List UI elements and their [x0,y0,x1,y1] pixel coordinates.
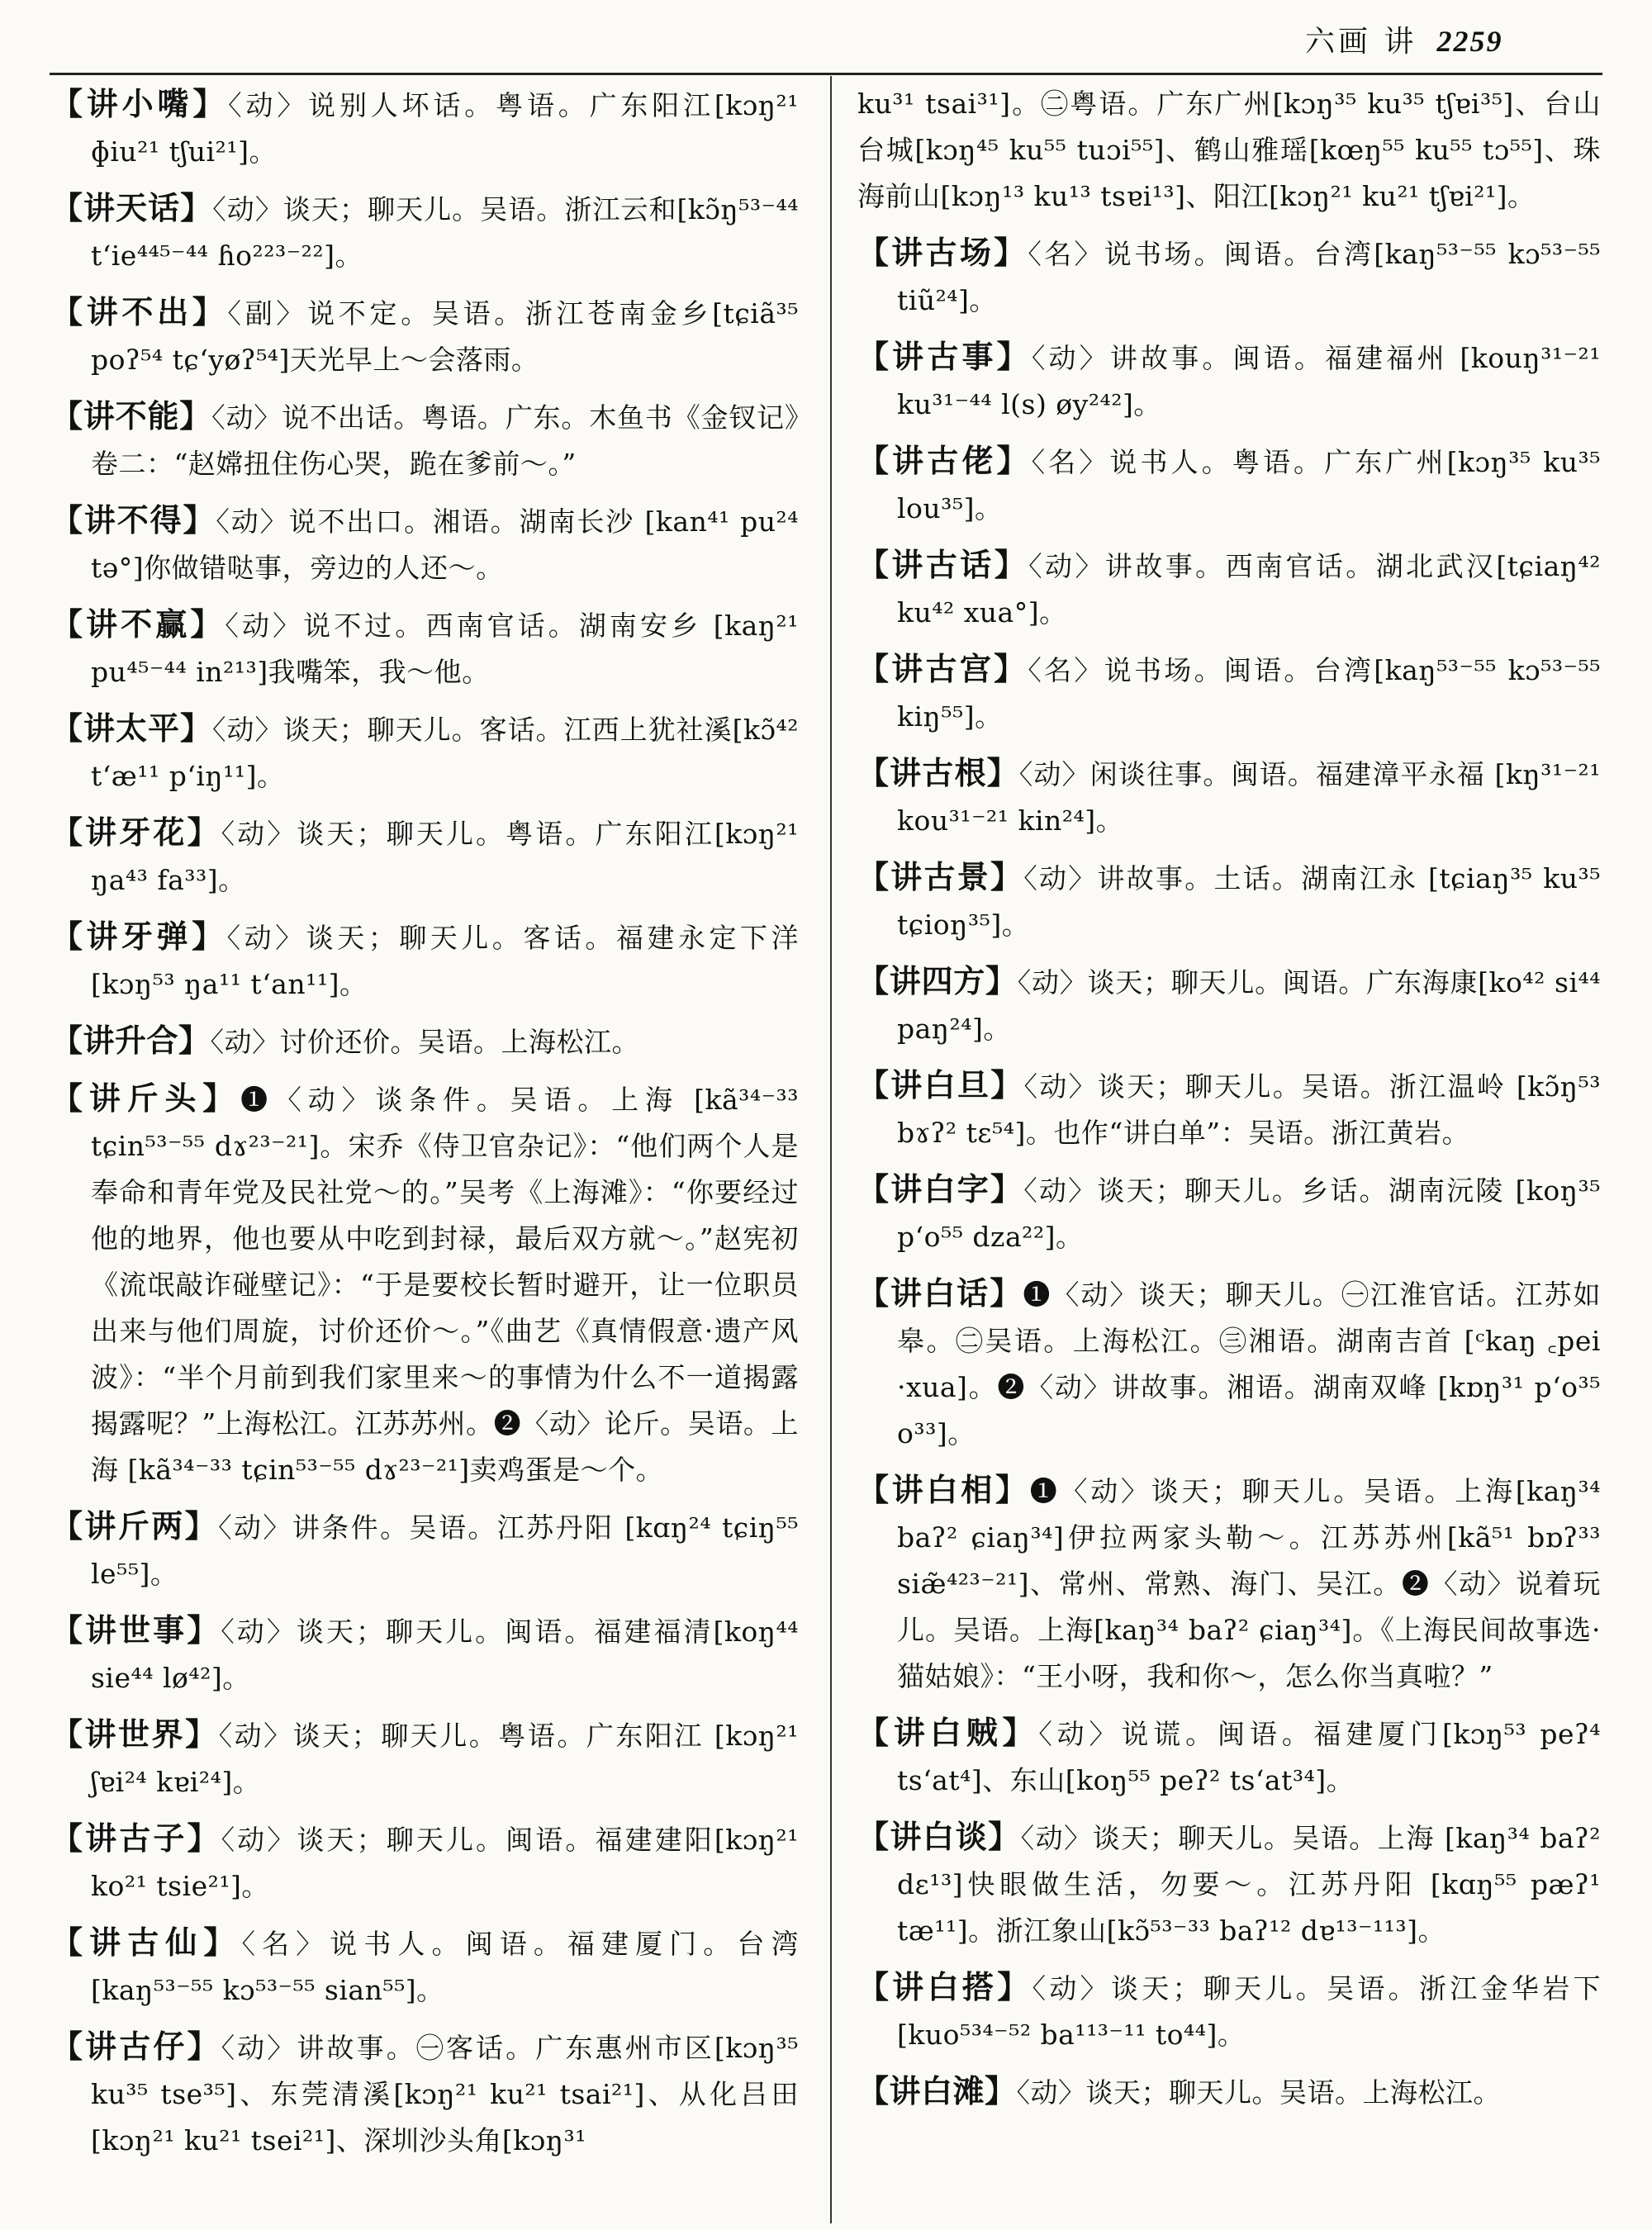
dictionary-entry [51,1815,799,1910]
entry-definition: 〈名〉说书场。闽语。台湾[kaŋ⁵³⁻⁵⁵ kɔ⁵³⁻⁵⁵ kiŋ⁵⁵]。 [897,654,1601,733]
section-label: 六画 讲 [1305,25,1417,59]
entry-headword: 【讲古话】 [857,546,1029,583]
entry-definition: 〈动〉说不过。西南官话。湖南安乡 [kaŋ²¹ pu⁴⁵⁻⁴⁴ in²¹³]我嘴笨，我～他。 [91,610,799,688]
dictionary-entry [857,2068,1601,2116]
entry-headword: 【讲古子】 [51,1820,221,1857]
dictionary-entry [51,81,799,175]
entry-headword: 【讲古景】 [857,858,1024,895]
entry-headword: 【讲古事】 [857,338,1032,375]
entry-definition: 〈动〉谈天；聊天儿。粤语。广东阳江 [kɔŋ²¹ ʃɐi²⁴ kɐi²⁴]。 [91,1720,799,1798]
entry-headword: 【讲四方】 [857,962,1018,999]
dictionary-entry [857,854,1601,948]
entry-definition: ku³¹ tsai³¹]。㊁粤语。广东广州[kɔŋ³⁵ ku³⁵ tʃɐi³⁵]、台山台城[kɔŋ⁴⁵ ku⁵⁵ tuɔi⁵⁵]、鹤山雅瑶[kœŋ⁵⁵ ku⁵⁵ tɔ⁵⁵]、珠海前山[kɔŋ¹³ ku¹³ tsɐi¹³]、阳江[kɔŋ²¹ ku²¹ tʃɐi²¹]。 [857,88,1601,212]
page-number: 2259 [1436,25,1503,58]
dictionary-entry [857,646,1601,740]
entry-definition: 〈动〉讨价还价。吴语。上海松江。 [210,1026,640,1058]
entry-definition: 〈动〉说不出口。湘语。湖南长沙 [kan⁴¹ pu²⁴ tə°]你做错哒事，旁边的人还～。 [91,505,799,584]
entry-headword: 【讲白相】 [857,1471,1030,1508]
entry-definition: 〈动〉谈天；聊天儿。吴语。浙江温岭 [kɔ̃ŋ⁵³ bɤʔ² tɛ⁵⁴]。也作“讲白单”：吴语。浙江黄岩。 [897,1070,1601,1149]
entry-definition: 〈动〉说谎。闽语。福建厦门[kɔŋ⁵³ peʔ⁴ ts‘at⁴]、东山[koŋ⁵⁵ peʔ² ts‘at³⁴]。 [897,1718,1601,1796]
entry-definition: 〈动〉谈天；聊天儿。吴语。浙江云和[kɔ̃ŋ⁵³⁻⁴⁴ t‘ie⁴⁴⁵⁻⁴⁴ ɦo²²³⁻²²]。 [91,193,799,272]
dictionary-entry [857,1166,1601,1260]
entry-headword: 【讲太平】 [51,709,213,747]
entry-definition: 〈动〉谈天；聊天儿。闽语。广东海康[ko⁴² si⁴⁴ paŋ²⁴]。 [897,966,1601,1045]
dictionary-entry [51,1711,799,1805]
dictionary-entry [857,230,1601,324]
entry-definition: 〈名〉说书人。闽语。福建厦门。台湾 [kaŋ⁵³⁻⁵⁵ kɔ⁵³⁻⁵⁵ sian⁵⁵]。 [91,1928,799,2006]
entry-headword: 【讲斤两】 [51,1507,219,1544]
dictionary-entry [51,497,799,591]
dictionary-entry [857,1062,1601,1156]
entry-definition: ❶〈动〉谈天；聊天儿。吴语。上海[kaŋ³⁴ baʔ² ɕiaŋ³⁴]伊拉两家头勒～。江苏苏州[kã⁵¹ bɒʔ³³ siæ̃⁴²³⁻²¹]、常州、常熟、海门、吴江。❷〈动〉说着玩儿。吴语。上海[kaŋ³⁴ baʔ² ɕiaŋ³⁴]。《上海民间故事选·猫姑娘》：“王小呀，我和你～，怎么你当真啦？” [897,1475,1601,1692]
entry-headword: 【讲牙弹】 [51,918,227,955]
entry-headword: 【讲古仔】 [51,2028,221,2065]
entry-headword: 【讲斤头】 [51,1079,241,1117]
entry-headword: 【讲不赢】 [51,605,225,643]
dictionary-entry [51,705,799,799]
dictionary-entry [51,1075,799,1493]
dictionary-entry [51,1607,799,1701]
entry-headword: 【讲古场】 [857,234,1028,271]
entry-definition: 〈动〉讲故事。㊀客话。广东惠州市区[kɔŋ³⁵ ku³⁵ tse³⁵]、东莞清溪[kɔŋ²¹ ku²¹ tsai²¹]、从化吕田 [kɔŋ²¹ ku²¹ tsei²¹]、深圳沙头角[kɔŋ³¹ [91,2032,799,2156]
entry-definition: 〈动〉闲谈往事。闽语。福建漳平永福 [kŋ³¹⁻²¹ kou³¹⁻²¹ kin²⁴]。 [897,758,1601,837]
entry-definition: 〈动〉讲条件。吴语。江苏丹阳 [kɑŋ²⁴ tɕiŋ⁵⁵ le⁵⁵]。 [91,1511,799,1590]
header-rule [50,73,1602,75]
dictionary-entry [51,289,799,383]
column-divider [830,76,832,2223]
dictionary-entry [857,1710,1601,1804]
entry-headword: 【讲白贼】 [857,1714,1039,1751]
entry-headword: 【讲天话】 [51,189,213,226]
entry-definition: 〈副〉说不定。吴语。浙江苍南金乡[tɕiã³⁵ poʔ⁵⁴ tɕ‘yøʔ⁵⁴]天光早上～会落雨。 [91,297,799,376]
entry-headword: 【讲白滩】 [857,2072,1017,2109]
entry-headword: 【讲牙花】 [51,814,221,851]
entry-definition: 〈动〉谈天；聊天儿。粤语。广东阳江[kɔŋ²¹ ŋa⁴³ fa³³]。 [91,818,799,896]
dictionary-entry [857,438,1601,532]
entry-definition: 〈动〉谈天；聊天儿。客话。福建永定下洋[kɔŋ⁵³ ŋa¹¹ t‘an¹¹]。 [91,922,799,1000]
entry-headword: 【讲白搭】 [857,1968,1032,2005]
entry-headword: 【讲白话】 [857,1274,1023,1312]
entry-definition: 〈动〉讲故事。西南官话。湖北武汉[tɕiaŋ⁴² ku⁴² xua°]。 [897,550,1601,629]
dictionary-entry [51,393,799,487]
entry-definition: 〈动〉谈天；聊天儿。吴语。浙江金华岩下 [kuo⁵³⁴⁻⁵² ba¹¹³⁻¹¹ to⁴⁴]。 [897,1972,1601,2051]
entry-headword: 【讲古仙】 [51,1924,242,1961]
dictionary-entry [857,1467,1601,1700]
dictionary-entry [51,1919,799,2014]
entry-headword: 【讲白字】 [857,1170,1024,1208]
right-column [857,81,1601,2126]
entry-headword: 【讲白谈】 [857,1818,1021,1855]
dictionary-entry [51,2024,799,2164]
page-header [1305,17,1602,66]
entry-headword: 【讲升合】 [51,1022,211,1059]
entry-definition: 〈动〉谈天；聊天儿。吴语。上海松江。 [1016,2076,1502,2109]
entry-headword: 【讲世界】 [51,1715,219,1753]
entry-headword: 【讲古佬】 [857,442,1032,479]
left-column [51,81,799,2174]
entry-definition: 〈动〉说不出话。粤语。广东。木鱼书《金钗记》卷二：“赵嫦扭住伤心哭，跪在爹前～。” [91,401,799,480]
dictionary-entry [857,1964,1601,2058]
entry-definition: 〈动〉讲故事。土话。湖南江永 [tɕiaŋ³⁵ ku³⁵ tɕioŋ³⁵]。 [897,862,1601,941]
dictionary-entry [51,601,799,695]
dictionary-entry [51,1018,799,1065]
dictionary-entry [51,1503,799,1597]
entry-definition: 〈名〉说书人。粤语。广东广州[kɔŋ³⁵ ku³⁵ lou³⁵]。 [897,446,1601,524]
entry-definition: 〈名〉说书场。闽语。台湾[kaŋ⁵³⁻⁵⁵ kɔ⁵³⁻⁵⁵ tiũ²⁴]。 [897,238,1601,316]
entry-definition: 〈动〉谈天；聊天儿。乡话。湖南沅陵 [koŋ³⁵ p‘o⁵⁵ dza²²]。 [897,1174,1601,1253]
dictionary-entry [857,334,1601,428]
dictionary-entry [857,1270,1601,1457]
entry-headword: 【讲古宫】 [857,650,1028,687]
dictionary-entry [857,542,1601,636]
dictionary-entry [51,809,799,904]
entry-definition: 〈动〉说别人坏话。粤语。广东阳江[kɔŋ²¹ ɸiu²¹ tʃui²¹]。 [91,89,799,168]
dictionary-entry [857,750,1601,844]
entry-definition: 〈动〉谈天；聊天儿。吴语。上海 [kaŋ³⁴ baʔ² dɛ¹³]快眼做生活，勿要～。江苏丹阳 [kɑŋ⁵⁵ pæʔ¹ tæ¹¹]。浙江象山[kɔ̃⁵³⁻³³ baʔ¹² dɐ¹³⁻¹¹³]。 [897,1822,1601,1947]
entry-definition: 〈动〉谈天；聊天儿。闽语。福建建阳[kɔŋ²¹ ko²¹ tsie²¹]。 [91,1824,799,1902]
entry-headword: 【讲不出】 [51,293,228,330]
entry-headword: 【讲小嘴】 [51,85,229,122]
dictionary-entry [51,185,799,279]
entry-definition: 〈动〉讲故事。闽语。福建福州 [kouŋ³¹⁻²¹ ku³¹⁻⁴⁴ l(s) øy²⁴²]。 [897,342,1601,420]
dictionary-entry [51,913,799,1008]
entry-headword: 【讲不得】 [51,501,216,539]
entry-headword: 【讲不能】 [51,397,212,434]
entry-headword: 【讲世事】 [51,1611,221,1649]
dictionary-entry [857,1814,1601,1954]
entry-headword: 【讲古根】 [857,754,1019,791]
dictionary-entry [857,958,1601,1052]
entry-definition: ❶〈动〉谈条件。吴语。上海 [kã³⁴⁻³³ tɕin⁵³⁻⁵⁵ dɤ²³⁻²¹]。宋乔《侍卫官杂记》：“他们两个人是奉命和青年党及民社党～的。”吴考《上海滩》：“你要经过他的地界，他也要从中吃到封禄，最后双方就～。”赵宪初《流氓敲诈碰壁记》：“于是要校长暂时避开，让一位职员出来与他们周旋，讨价还价～。”《曲艺《真情假意·遗产风波》：“半个月前到我们家里来～的事情为什么不一道揭露揭露呢？”上海松江。江苏苏州。❷〈动〉论斤。吴语。上海 [kã³⁴⁻³³ tɕin⁵³⁻⁵⁵ dɤ²³⁻²¹]卖鸡蛋是～个。 [91,1084,799,1486]
entry-headword: 【讲白旦】 [857,1066,1024,1103]
entry-definition: 〈动〉谈天；聊天儿。闽语。福建福清[koŋ⁴⁴ sie⁴⁴ lø⁴²]。 [91,1616,799,1694]
dictionary-entry [857,81,1601,220]
entry-definition: ❶〈动〉谈天；聊天儿。㊀江淮官话。江苏如皋。㊁吴语。上海松江。㊂湘语。湖南吉首 [ᶜkaŋ ꜀pei ·xua]。❷〈动〉讲故事。湘语。湖南双峰 [kɒŋ³¹ p‘o³⁵ o³³]。 [897,1279,1601,1450]
entry-definition: 〈动〉谈天；聊天儿。客话。江西上犹社溪[kɔ̃⁴² t‘æ¹¹ p‘iŋ¹¹]。 [91,714,799,792]
